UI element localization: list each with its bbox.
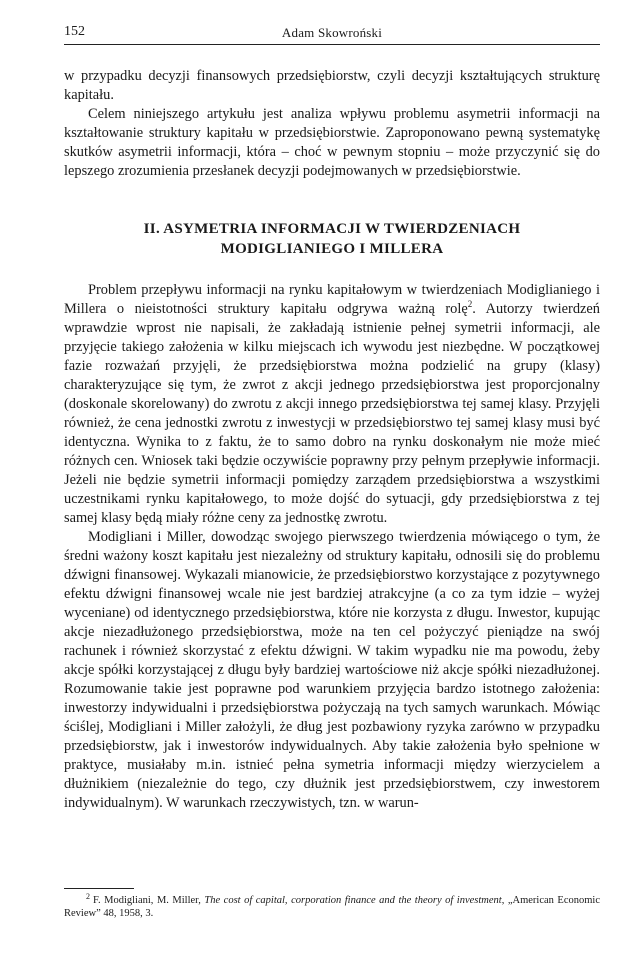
running-head-author: Adam Skowroński <box>281 25 383 40</box>
page-number: 152 <box>64 24 85 39</box>
paragraph-continuation: w przypadku decyzji finansowych przedsiębiorstw, czyli decyzji kształtujących strukturę kapitału. <box>64 68 600 103</box>
footnote-title: The cost of capital, corporation finance and the theory of investment <box>204 895 502 906</box>
paragraph-information-flow <box>64 281 600 528</box>
footnote-divider <box>64 888 134 889</box>
paragraph-leverage: Modigliani i Miller, dowodząc swojego pierwszego twierdzenia mówiącego o tym, że średni ważony koszt kapitału jest niezależny od struktury kapitału, odnosili się do problemu dźwigni finansowej. Wykazali mianowicie, że przedsiębiorstwo korzystające z pozytywnego efektu dźwigni finansowej wcale nie jest bardziej atrakcyjne (a co za tym idzie – wyżej wyceniane) od identycznego przedsiębiorstwa, które nie korzysta z długu. Inwestor, kupując akcje niezadłużonego przedsiębiorstwa, może na ten cel pożyczyć pieniądze na swój rachunek i również skorzystać z efektu dźwigni. W takim wypadku nie ma powodu, żeby akcje spółki korzystającej z długu były bardziej wartościowe niż akcje spółki niezadłużonej. Rozumowanie takie jest poprawne pod warunkiem przyjęcia bardzo istotnego założenia: inwestorzy indywidualni i przedsiębiorstwa pożyczają na tych samych warunkach. Mówiąc ściślej, Modigliani i Miller założyli, że dług jest pozbawiony ryzyka zarówno w przypadku przedsiębiorstw, jak i inwestorów indywidualnych. Aby takie założenia było spełnione w praktyce, musiałaby m.in. istnieć pełna symetria informacji między wierzycielem a dłużnikiem (niezależnie do tego, czy dłużnik jest przedsiębiorstwem, czy inwestorem indywidualnym). W warunkach rzeczywistych, tzn. w warun- <box>64 529 600 811</box>
footnote <box>64 891 600 920</box>
body-text <box>64 67 600 813</box>
footnote-reference: 2 <box>467 299 473 310</box>
footnote-source: , „American Economic Review” 48, 1958, 3. <box>64 895 600 919</box>
paragraph-aim: Celem niniejszego artykułu jest analiza wpływu problemu asymetrii informacji na kształtowanie struktury kapitału w przedsiębiorstwie. Zaproponowano pewną systematykę skutków asymetrii informacji, która – choć w pewnym stopniu – może przyczynić się do lepszego zrozumienia przesłanek decyzji podejmowanych w przedsiębiorstwie. <box>64 106 600 179</box>
paragraph-text: Problem przepływu informacji na rynku kapitałowym w twierdzeniach Modiglianiego i Millera o nieistotności struktury kapitału odgrywa ważną rolę <box>64 282 600 317</box>
footnote-authors: F. Modigliani, M. Miller, <box>93 895 205 906</box>
section-heading: II. ASYMETRIA INFORMACJI W TWIERDZENIACH MODIGLIANIEGO I MILLERA <box>143 221 521 257</box>
paragraph-text: . Autorzy twierdzeń wprawdzie wprost nie napisali, że zakładają istnienie pełnej symetrii informacji, ale przyjęcie takiego założenia w kilku miejscach ich wywodu jest niezbędne. W początkowej fazie rozważań przyjęli, że przedsiębiorstwa można podzielić na grupy (klasy) charakteryzujące się tym, że zwrot z akcji jednego przedsiębiorstwa jest proporcjonalny (doskonale skorelowany) do zwrotu z akcji innego przedsiębiorstwa tej samej klasy. Przyjęli również, że cena jednostki zwrotu z inwestycji w przedsiębiorstwo tej samej klasy musi być identyczna. Wynika to z faktu, że to samo dobro na rynku doskonałym nie może mieć różnych cen. Wniosek taki będzie oczywiście poprawny przy pełnym przepływie informacji. Jeżeli nie będzie symetrii informacji pomiędzy zarządem przedsiębiorstwa a wszystkimi uczestnikami rynku kapitałowego, to może dojść do sytuacji, gdy przedsiębiorstwa z tej samej klasy będą miały różne ceny za jednostkę zwrotu. <box>64 301 601 526</box>
footnote-mark: 2 <box>86 891 90 901</box>
document-page <box>64 22 600 813</box>
running-header <box>64 22 600 45</box>
